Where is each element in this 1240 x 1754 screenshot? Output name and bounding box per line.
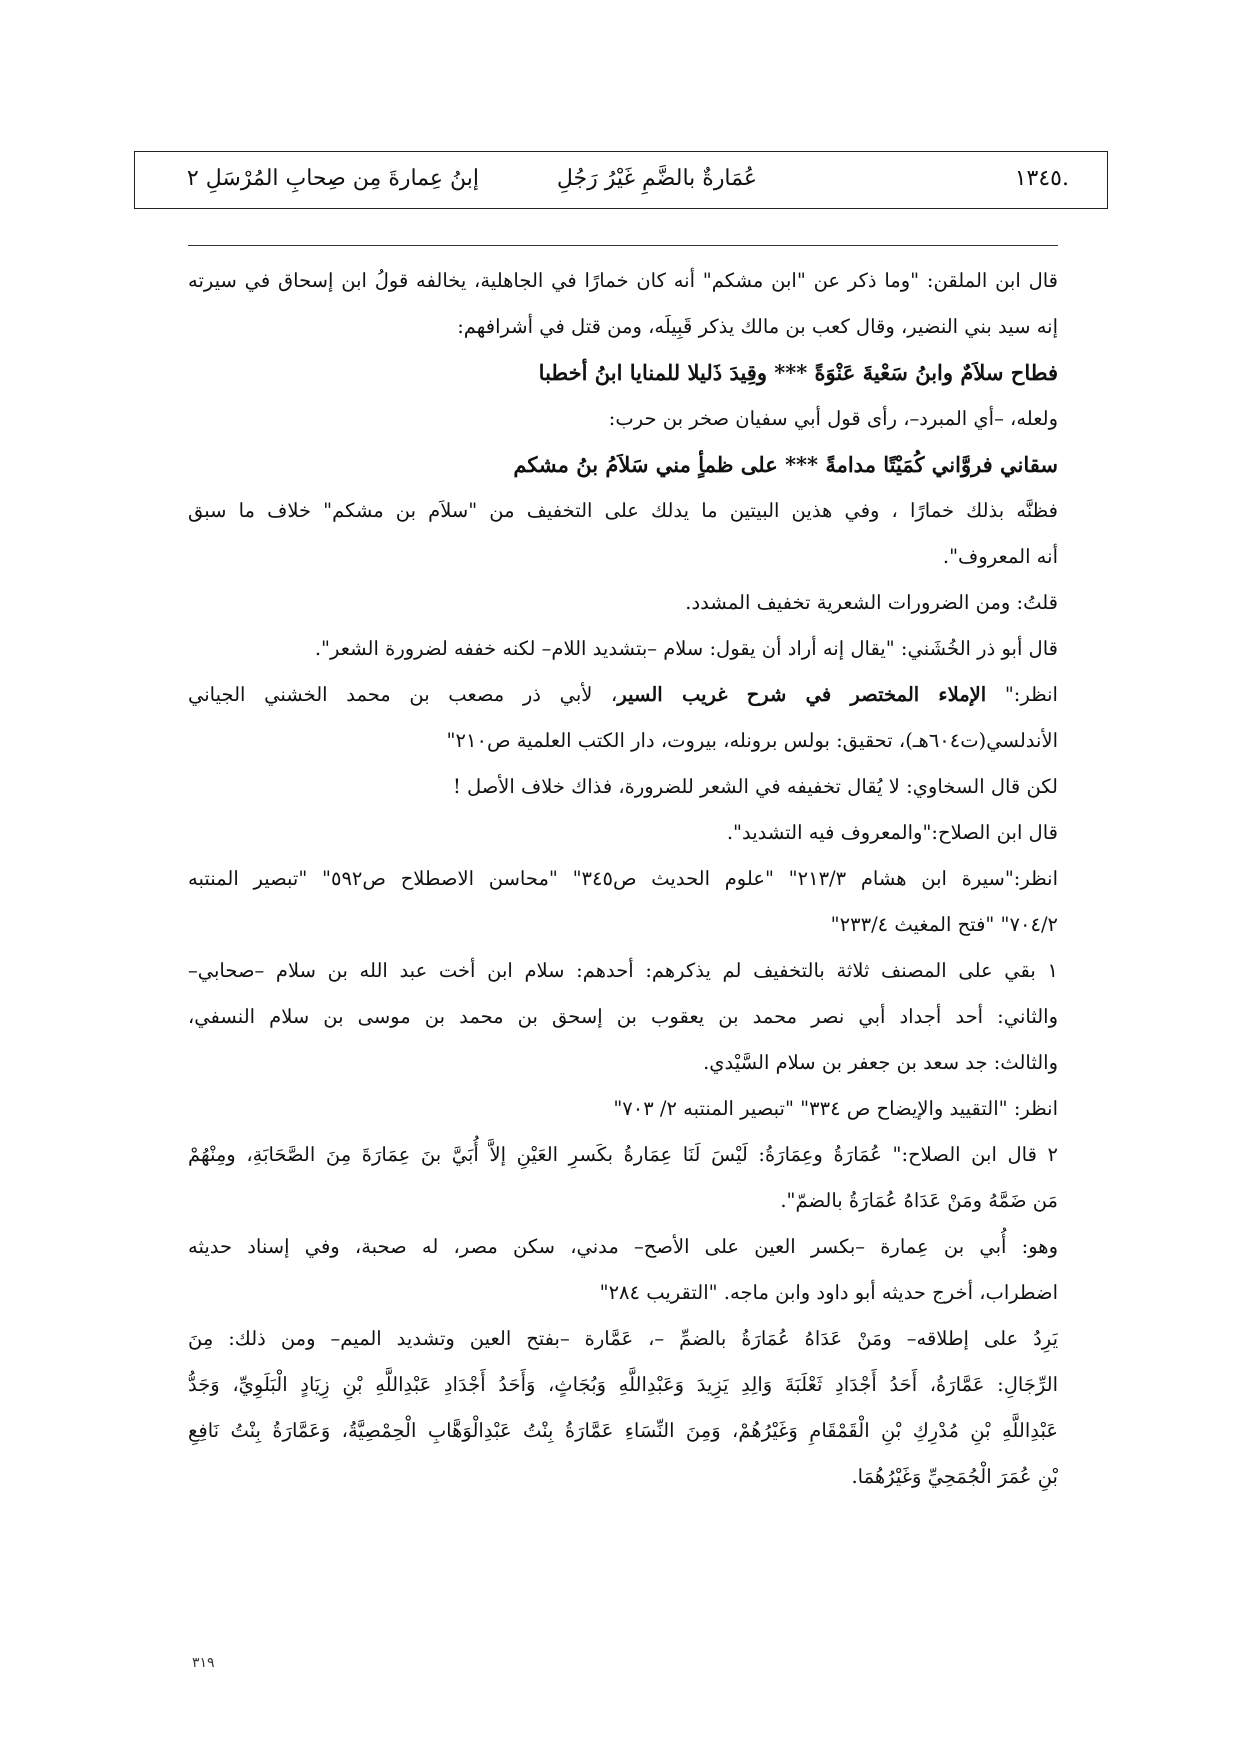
poem-verse: سقاني فروَّاني كُمَيْتًا مدامةً *** على ظمأٍ مني سَلاَمُ بنُ مشكم bbox=[513, 452, 1058, 477]
text-line: قلتُ: ومن الضرورات الشعرية تخفيف المشدد. bbox=[685, 591, 1058, 614]
text-line: يَرِدُ على إطلاقه– ومَنْ عَدَاهُ عُمَارَةُ بالضمِّ –، عَمَّارة –بفتح العين وتشديد الميم– ومن ذلك: مِنَ bbox=[188, 1327, 1058, 1350]
text-line: ولعله، –أي المبرد–، رأى قول أبي سفيان صخر بن حرب: bbox=[608, 407, 1058, 430]
text-line: قال ابن الصلاح:"والمعروف فيه التشديد". bbox=[726, 821, 1058, 844]
text-line: ٢ قال ابن الصلاح:" عُمَارَةُ وعِمَارَةُ: لَيْسَ لَنَا عِمَارةُ بكَسرِ العَيْنِ إلاَّ أُبَيَّ بنَ عِمَارَةَ مِنَ الصَّحَابَةِ، ومِنْهُمْ bbox=[188, 1143, 1058, 1166]
verse-second-half: إبنُ عِمارةَ مِن صِحابِ المُرْسَلِ ٢ bbox=[186, 166, 479, 191]
text-line: الأندلسي(ت٦٠٤هـ)، تحقيق: بولس برونله، بيروت، دار الكتب العلمية ص٢١٠" bbox=[446, 729, 1058, 752]
text-line: انظر:"سيرة ابن هشام ٢١٣/٣" "علوم الحديث ص٣٤٥" "محاسن الاصطلاح ص٥٩٢" "تبصير المنتبه bbox=[188, 867, 1058, 890]
text-line: الرِّجَالِ: عَمَّارَةُ، أَحَدُ أَجْدَادِ ثَعْلَبَةَ وَالِدِ يَزِيدَ وَعَبْدِاللَّهِ وَبُجَاثٍ، وَأَحَدُ أَجْدَادِ عَبْدِاللَّهِ بْنِ زِيَادٍ الْبَلَوِيِّ، وَجَدُّ bbox=[188, 1373, 1058, 1396]
verse-first-half: عُمَارةٌ بالضَّمِ غَيْرُ رَجُلِ bbox=[556, 166, 757, 191]
text-span: انظر:" bbox=[986, 683, 1058, 706]
text-line: أنه المعروف". bbox=[942, 545, 1058, 568]
text-line: اضطراب، أخرج حديثه أبو داود وابن ماجه. "التقريب ٢٨٤" bbox=[599, 1281, 1058, 1304]
text-line: قال ابن الملقن: "وما ذكر عن "ابن مشكم" أنه كان خمارًا في الجاهلية، يخالفه قولُ ابن إسحاق في سيرته bbox=[188, 269, 1058, 292]
text-line: قال أبو ذر الخُشَني: "يقال إنه أراد أن يقول: سلام –بتشديد اللام– لكنه خففه لضرورة الشعر". bbox=[314, 637, 1058, 660]
book-title: الإملاء المختصر في شرح غريب السير bbox=[617, 683, 987, 706]
text-line bbox=[188, 672, 1058, 718]
text-line: فظنَّه بذلك خمارًا ، وفي هذين البيتين ما يدلك على التخفيف من "سلاَم بن مشكم" خلاف ما سبق bbox=[188, 499, 1058, 522]
footnote-separator bbox=[188, 245, 1058, 246]
text-line: ١ بقي على المصنف ثلاثة بالتخفيف لم يذكرهم: أحدهم: سلام ابن أخت عبد الله بن سلام –صحابي– bbox=[188, 959, 1058, 982]
entry-number: .١٣٤٥ bbox=[1014, 166, 1069, 191]
text-span: ، لأبي ذر مصعب بن محمد الخشني الجياني bbox=[188, 683, 618, 706]
page-number: ٣١٩ bbox=[192, 1655, 215, 1671]
text-line: وهو: أُبي بن عِمارة –بكسر العين على الأصح– مدني، سكن مصر، له صحبة، وفي إسناد حديثه bbox=[188, 1235, 1058, 1258]
text-line: والثالث: جد سعد بن جعفر بن سلام السَّيْدي. bbox=[703, 1051, 1058, 1074]
text-line: انظر: "التقييد والإيضاح ص ٣٣٤" "تبصير المنتبه ٢/ ٧٠٣" bbox=[613, 1097, 1058, 1120]
text-line: ٧٠٤/٢" "فتح المغيث ٢٣٣/٤" bbox=[830, 913, 1058, 936]
footnotes-body bbox=[188, 258, 1058, 1500]
text-line: والثاني: أحد أجداد أبي نصر محمد بن يعقوب بن إسحق بن محمد بن موسى بن سلام النسفي، bbox=[188, 1005, 1058, 1028]
text-line: إنه سيد بني النضير، وقال كعب بن مالك يذكر قَبِيلَه، ومن قتل في أشرافهم: bbox=[457, 315, 1058, 338]
entry-header-box bbox=[134, 151, 1108, 209]
text-line: مَن ضَمَّهُ ومَنْ عَدَاهُ عُمَارَةُ بالضمّ". bbox=[780, 1189, 1058, 1212]
text-line: بْنِ عُمَرَ الْجُمَحِيِّ وَغَيْرُهُمَا. bbox=[851, 1465, 1058, 1488]
text-line: لكن قال السخاوي: لا يُقال تخفيفه في الشعر للضرورة، فذاك خلاف الأصل ! bbox=[452, 775, 1058, 798]
poem-verse: فطاح سلاَمٌ وابنُ سَعْيةَ عَنْوَةً *** وقِيدَ ذَليلا للمنايا ابنُ أخطبا bbox=[538, 360, 1058, 385]
text-line: عَبْدِاللَّهِ بْنِ مُدْرِكِ بْنِ الْقَمْقَامِ وَغَيْرُهُمْ، وَمِنَ النِّسَاءِ عَمَّارَةُ بِنْتُ عَبْدِالْوَهَّابِ الْحِمْصِيَّةُ، وَعَمَّارَةُ بِنْتُ نَافِعِ bbox=[188, 1419, 1058, 1442]
